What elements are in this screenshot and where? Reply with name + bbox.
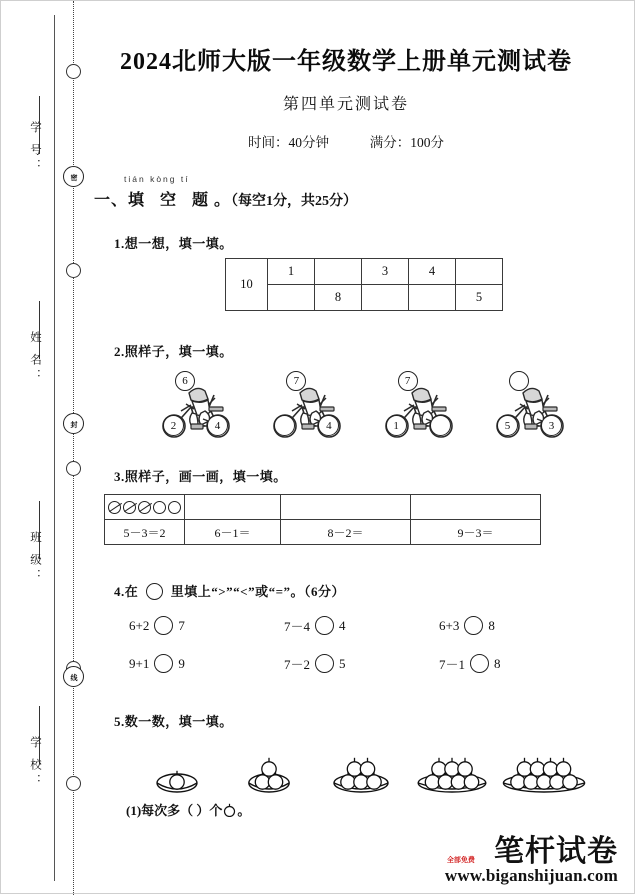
comparison-item (439, 616, 589, 635)
seal-hole-icon (66, 263, 81, 278)
table-row (105, 495, 541, 520)
q5-sub1-text: (1)每次多（ ）个 (126, 803, 223, 818)
q3-equation-cell[interactable]: 9－3＝ (411, 520, 541, 545)
table-row (226, 259, 503, 285)
q3-label: 3.照样子，画一画，填一填。 (114, 469, 287, 484)
logo-chinese-name: 笔杆试卷 (494, 834, 618, 868)
score-label: 满分：100分 (369, 135, 444, 150)
apple-icon (222, 803, 237, 817)
apple-plate (225, 745, 313, 793)
bicycle-number-head: 7 (398, 371, 418, 391)
bicycle-number-head: 7 (286, 371, 306, 391)
q5-plate-row (133, 743, 588, 793)
q1-lead-cell: 10 (226, 259, 268, 311)
section-pinyin: tián kòng tí (124, 174, 190, 184)
section-name: 填 空 题 (128, 192, 215, 209)
comparison-right-value: 4 (339, 617, 346, 633)
bicycle-number-wr: 3 (541, 415, 562, 436)
sidebar-field-label: 学 号： (29, 121, 41, 175)
sidebar-field-label: 姓 名： (29, 331, 41, 385)
comparison-answer-circle[interactable] (464, 616, 483, 635)
comparison-row (129, 654, 589, 673)
site-logo (445, 836, 618, 885)
comparison-right-value: 7 (178, 617, 185, 633)
q4-label (114, 581, 345, 600)
bicycle-number-wl: 2 (163, 415, 184, 436)
comparison-right-value: 9 (178, 655, 185, 671)
section-heading (94, 187, 357, 210)
comparison-answer-circle[interactable] (315, 654, 334, 673)
section-period: 。 (214, 192, 232, 209)
q5-sub-question-1 (126, 800, 250, 819)
circle-icon (153, 501, 166, 514)
q3-equation-cell[interactable]: 6－1＝ (185, 520, 281, 545)
exam-meta (96, 131, 596, 151)
comparison-left-expr: 6+2 (129, 617, 150, 633)
comparison-left-expr: 7－1 (439, 657, 466, 672)
comparison-answer-circle[interactable] (470, 654, 489, 673)
table-row (226, 285, 503, 311)
q1-cell-value: 4 (409, 259, 456, 285)
circle-icon (168, 501, 181, 514)
q2-label: 2.照样子，填一填。 (114, 344, 233, 359)
q1-cell-blank[interactable] (456, 259, 503, 285)
q1-label: 1.想一想，填一填。 (114, 236, 233, 251)
q3-example-cell (105, 495, 185, 520)
comparison-item (284, 654, 434, 673)
crossed-circle-icon (108, 501, 121, 514)
logo-url: www.biganshijuan.com (444, 866, 618, 886)
seal-badge-1: 封 (63, 413, 84, 434)
q3-equation-cell: 5－3＝2 (105, 520, 185, 545)
seal-badge-0: 密 (63, 166, 84, 187)
sidebar-field-label: 班 级： (29, 531, 41, 585)
q5-label: 5.数一数，填一填。 (114, 714, 233, 729)
q1-number-table (225, 258, 503, 311)
apple-plate (500, 745, 588, 793)
bicycle-blank-wr[interactable] (430, 415, 451, 436)
margin-dashed-rule (73, 1, 74, 895)
comparison-answer-circle[interactable] (315, 616, 334, 635)
free-stamp: 全部免费 (446, 857, 475, 864)
q3-draw-cell[interactable] (281, 495, 411, 520)
section-score-note: （每空1分，共25分） (231, 194, 358, 209)
bicycle-number-wl: 5 (497, 415, 518, 436)
page-subtitle: 第四单元测试卷 (282, 96, 409, 113)
comparison-answer-circle[interactable] (154, 616, 173, 635)
seal-hole-icon (66, 776, 81, 791)
bicycle-figure (384, 371, 470, 443)
comparison-left-expr: 7－4 (284, 619, 311, 634)
comparison-left-expr: 6+3 (439, 617, 460, 633)
comparison-right-value: 8 (488, 617, 495, 633)
comparison-right-value: 5 (339, 655, 346, 671)
comparison-right-value: 8 (494, 655, 501, 671)
q1-cell-blank[interactable] (268, 285, 315, 311)
bicycle-number-head: 6 (175, 371, 195, 391)
q1-cell-value: 3 (362, 259, 409, 285)
q1-cell-blank[interactable] (409, 285, 456, 311)
q1-cell-value: 1 (268, 259, 315, 285)
page-title: 2024北师大版一年级数学上册单元测试卷 (120, 49, 572, 75)
apple-plate (133, 745, 221, 793)
bicycle-figure (272, 371, 358, 443)
comparison-item (284, 616, 434, 635)
q3-draw-cell[interactable] (411, 495, 541, 520)
bicycle-number-wr: 4 (318, 415, 339, 436)
q3-example-circles (106, 501, 183, 514)
q3-equation-cell[interactable]: 8－2＝ (281, 520, 411, 545)
bicycle-blank-head[interactable] (509, 371, 529, 391)
bicycle-number-wl: 1 (386, 415, 407, 436)
table-row (105, 520, 541, 545)
q1-cell-blank[interactable] (362, 285, 409, 311)
bicycle-number-wr: 4 (207, 415, 228, 436)
comparison-item (129, 616, 279, 635)
comparison-item (129, 654, 279, 673)
margin-solid-rule (54, 15, 55, 881)
q4-label-suffix: 里填上“>”“<”或“=”。（6分） (170, 584, 345, 599)
comparison-answer-circle[interactable] (154, 654, 173, 673)
q5-sub1-tail: 。 (237, 803, 251, 818)
q4-label-prefix: 4.在 (114, 584, 139, 599)
q3-draw-cell[interactable] (185, 495, 281, 520)
sidebar-field-label: 学 校： (29, 736, 41, 790)
q3-drawing-table (104, 494, 541, 545)
q4-comparison-grid (129, 616, 589, 692)
q1-cell-value: 5 (456, 285, 503, 311)
comparison-item (439, 654, 589, 673)
apple-plate (408, 745, 496, 793)
crossed-circle-icon (138, 501, 151, 514)
apple-plate (317, 745, 405, 793)
crossed-circle-icon (123, 501, 136, 514)
seal-badge-2: 线 (63, 666, 84, 687)
comparison-left-expr: 7－2 (284, 657, 311, 672)
compare-circle-icon (146, 583, 163, 600)
bicycle-figure (161, 371, 247, 443)
comparison-left-expr: 9+1 (129, 655, 150, 671)
time-label: 时间：40分钟 (248, 135, 329, 150)
comparison-row (129, 616, 589, 635)
seal-hole-icon (66, 461, 81, 476)
seal-hole-icon (66, 64, 81, 79)
q2-bicycle-row (161, 371, 581, 443)
q1-cell-value: 8 (315, 285, 362, 311)
section-number: 一、 (94, 192, 129, 209)
bicycle-figure (495, 371, 581, 443)
q1-cell-blank[interactable] (315, 259, 362, 285)
